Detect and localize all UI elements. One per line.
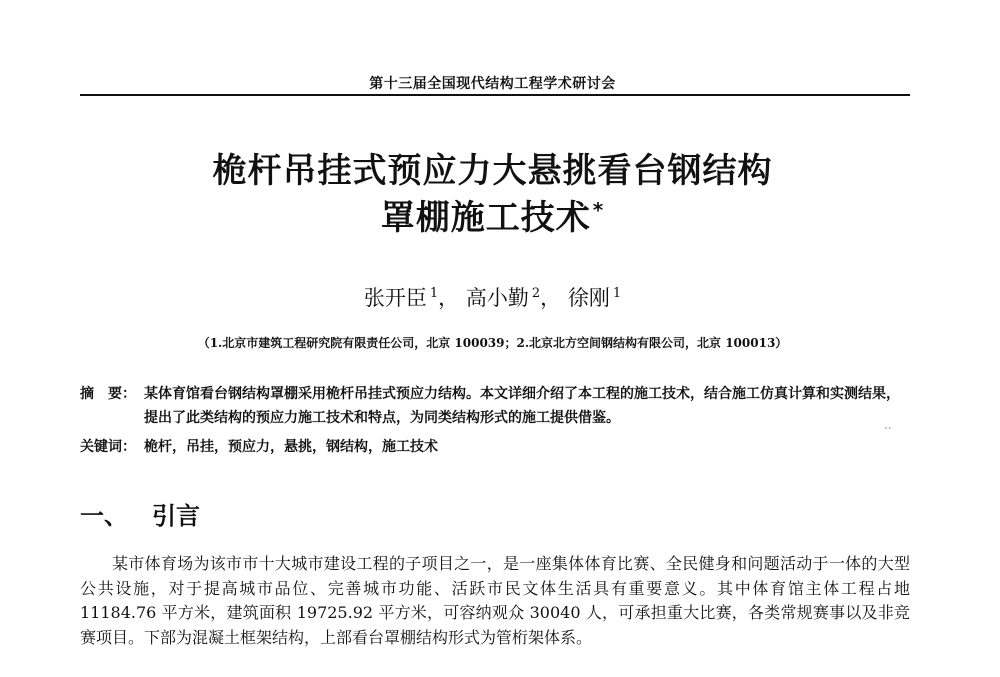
author-name: 高小勤 <box>465 286 529 310</box>
author-name: 张开臣 <box>363 286 427 310</box>
abstract-text: 某体育馆看台钢结构罩棚采用桅杆吊挂式预应力结构。本文详细介绍了本工程的施工技术，结合施工仿真计算和实测结果，提出了此类结构的预应力施工技术和特点，为同类结构形式的施工提供借鉴。 <box>144 386 900 426</box>
section-number: 一、 <box>80 502 128 530</box>
paper-title-line1: 桅杆吊挂式预应力大悬挑看台钢结构 <box>212 151 773 191</box>
author-affiliation-mark: 1 <box>612 286 622 301</box>
keywords-text: 桅杆，吊挂，预应力，悬挑，钢结构，施工技术 <box>144 439 438 455</box>
author-separator: ， <box>540 286 562 310</box>
keywords-label: 关键词： <box>80 439 136 455</box>
title-footnote-mark: * <box>592 197 605 222</box>
keywords <box>80 435 910 459</box>
author-name: 徐刚 <box>567 286 610 310</box>
section-heading <box>80 496 200 531</box>
section-title: 引言 <box>152 502 200 530</box>
affiliations: （1.北京市建筑工程研究院有限责任公司，北京 100039；2.北京北方空间钢结构有限公司，北京 100013） <box>197 336 788 350</box>
header-rule <box>80 94 910 96</box>
scan-artifact: .. <box>884 418 892 432</box>
paper-title-line2 <box>0 190 985 239</box>
author-affiliation-mark: 1 <box>429 286 439 301</box>
abstract <box>80 382 910 430</box>
running-header: 第十三届全国现代结构工程学术研讨会 <box>369 76 616 92</box>
author-separator: ， <box>438 286 460 310</box>
author-affiliation-mark: 2 <box>531 286 541 301</box>
paper-title-line2-text: 罩棚施工技术 <box>380 198 591 238</box>
abstract-label: 摘 要： <box>80 386 136 402</box>
author-list <box>0 282 985 312</box>
body-paragraph: 某市体育场为该市市十大城市建设工程的子项目之一，是一座集体体育比赛、全民健身和问题活动于一体的大型公共设施，对于提高城市品位、完善城市功能、活跃市民文体生活具有重要意义。其中体育馆主体工程占地 11184.76 平方米，建筑面积 19725.92 平方米，可容纳观众 30040 人，可承担重大比赛，各类常规赛事以及非竞赛项目。下部为混凝土框架结构，上部看台罩棚结构形式为管桁架体系。 <box>80 554 910 647</box>
